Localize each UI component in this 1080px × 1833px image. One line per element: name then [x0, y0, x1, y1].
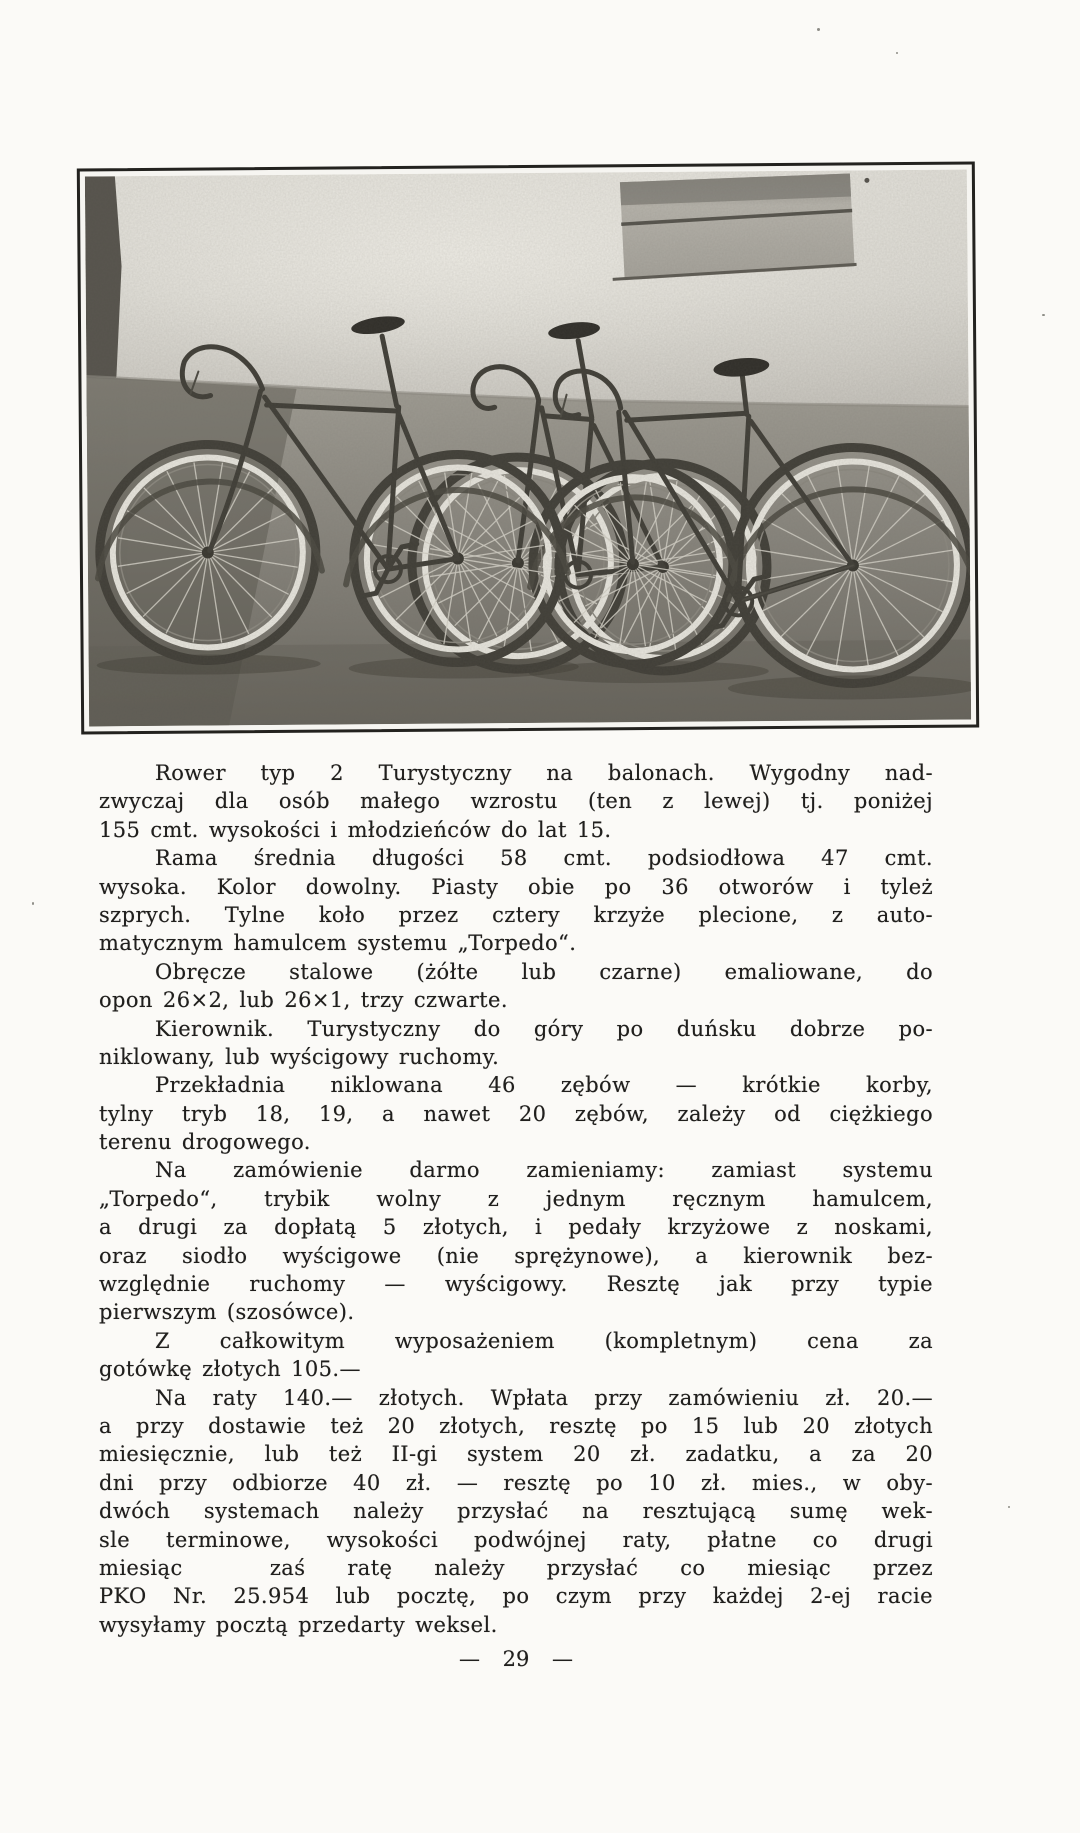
dust-speck: [896, 52, 898, 54]
text-line: Na zamówienie darmo zamieniamy: zamiast systemu: [155, 1158, 933, 1183]
text-line: oraz siodło wyścigowe (nie sprężynowe), a kierownik bez-: [99, 1243, 933, 1268]
bicycles-photo: [85, 170, 971, 727]
text-line: wysyłamy pocztą przedarty weksel.: [99, 1612, 498, 1637]
text-line: względnie ruchomy — wyścigowy. Resztę jak przy typie: [99, 1272, 933, 1297]
text-line: Rower typ 2 Turystyczny na balonach. Wygodny nad-: [155, 761, 933, 785]
text-line: Na raty 140.— złotych. Wpłata przy zamówieniu zł. 20.—: [155, 1385, 933, 1410]
text-line: tylny tryb 18, 19, a nawet 20 zębów, zależy od ciężkiego: [99, 1101, 933, 1126]
text-line: a drugi za dopłatą 5 złotych, i pedały krzyżowe z noskami,: [99, 1215, 933, 1240]
text-line: wysoka. Kolor dowolny. Piasty obie po 36 otworów i tyleż: [99, 874, 933, 899]
text-line: „Torpedo“, trybik wolny z jednym ręcznym hamulcem,: [99, 1186, 933, 1211]
text-line: miesiąc zaś ratę należy przysłać co miesiąc przez: [99, 1555, 933, 1580]
text-line: miesięcznie, lub też II-gi system 20 zł. zadatku, a za 20: [99, 1442, 933, 1467]
text-line: terenu drogowego.: [99, 1130, 311, 1155]
text-line: niklowany, lub wyścigowy ruchomy.: [99, 1044, 500, 1069]
text-line: pierwszym (szosówce).: [99, 1300, 355, 1325]
dust-speck: [1008, 1506, 1010, 1508]
text-line: Przekładnia niklowana 46 zębów — krótkie korby,: [155, 1073, 933, 1098]
text-line: dni przy odbiorze 40 zł. — resztę po 10 zł. mies., w oby-: [99, 1470, 933, 1495]
dust-speck: [817, 28, 820, 31]
body-text: [99, 759, 933, 1673]
page-number: — 29 —: [458, 1647, 574, 1672]
text-line: sle terminowe, wysokości podwójnej raty, płatne co drugi: [99, 1527, 933, 1552]
photo-grain: [85, 170, 971, 727]
text-line: opon 26×2, lub 26×1, trzy czwarte.: [99, 988, 508, 1013]
text-line: szprych. Tylne koło przez cztery krzyże plecione, z auto-: [99, 902, 933, 927]
text-line: Rama średnia długości 58 cmt. podsiodłowa 47 cmt.: [155, 846, 933, 871]
text-line: gotówkę złotych 105.—: [99, 1357, 361, 1382]
text-line: Obręcze stalowe (żółte lub czarne) emaliowane, do: [155, 959, 933, 984]
text-line: dwóch systemach należy przysłać na resztującą sumę wek-: [99, 1499, 933, 1524]
dust-speck: [1042, 314, 1045, 316]
dust-speck: [32, 902, 34, 905]
text-line: Z całkowitym wyposażeniem (kompletnym) cena za: [155, 1328, 933, 1353]
text-line: a przy dostawie też 20 złotych, resztę po 15 lub 20 złotych: [99, 1413, 933, 1438]
text-line: matycznym hamulcem systemu „Torpedo“.: [99, 931, 577, 956]
text-line: zwyczaj dla osób małego wzrostu (ten z lewej) tj. poniżej: [99, 789, 933, 814]
text-line: 155 cmt. wysokości i młodzieńców do lat 15.: [99, 817, 612, 842]
text-line: Kierownik. Turystyczny do góry po duńsku dobrze po-: [155, 1016, 933, 1041]
text-line: PKO Nr. 25.954 lub pocztę, po czym przy każdej 2-ej racie: [99, 1584, 933, 1609]
photo-frame: [77, 161, 979, 734]
